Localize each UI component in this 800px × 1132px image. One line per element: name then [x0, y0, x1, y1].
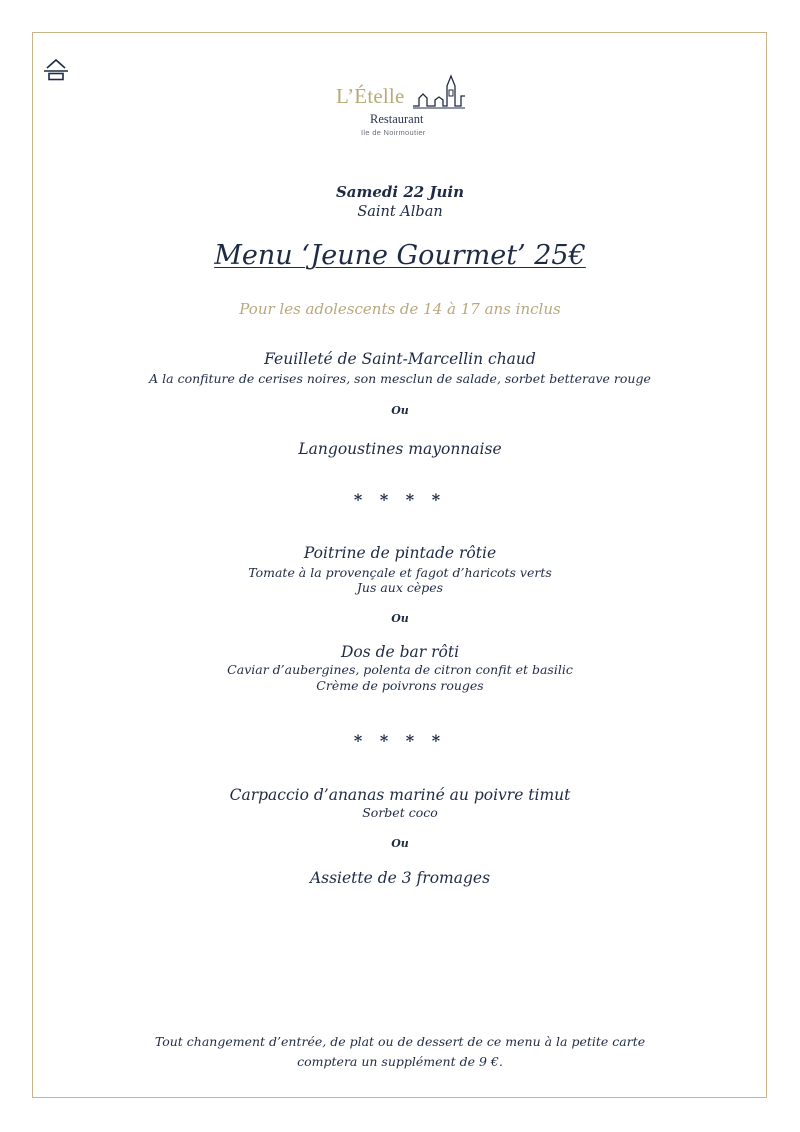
- footer-note-line-2: comptera un supplément de 9 €.: [297, 1054, 503, 1069]
- plat-1-desc-2: Jus aux cèpes: [356, 580, 444, 595]
- separator-2: * * * *: [353, 731, 447, 750]
- house-icon: [43, 57, 69, 81]
- entree-1-desc: A la confiture de cerises noires, son mesclun de salade, sorbet betterave rouge: [149, 371, 651, 386]
- plat-2-desc-2: Crème de poivrons rouges: [316, 678, 484, 693]
- logo-wordmark: L’Ételle: [336, 84, 405, 108]
- restaurant-logo: [330, 62, 490, 152]
- entree-1-name: Feuilleté de Saint-Marcellin chaud: [264, 350, 536, 368]
- dessert-or: Ou: [391, 837, 409, 850]
- dessert-1-name: Carpaccio d’ananas mariné au poivre timut: [229, 786, 571, 804]
- menu-title: Menu ‘Jeune Gourmet’ 25€: [214, 240, 586, 271]
- footer-note-line-1: Tout changement d’entrée, de plat ou de dessert de ce menu à la petite carte: [154, 1034, 646, 1049]
- menu-subtitle: Pour les adolescents de 14 à 17 ans inclus: [239, 300, 561, 318]
- dessert-2-name: Assiette de 3 fromages: [309, 869, 491, 887]
- plat-1-desc-1: Tomate à la provençale et fagot d’haricots verts: [248, 565, 552, 580]
- plat-2-desc-1: Caviar d’aubergines, polenta de citron confit et basilic: [227, 662, 573, 677]
- entree-or: Ou: [391, 404, 409, 417]
- separator-1: * * * *: [353, 490, 447, 509]
- menu-venue: Saint Alban: [357, 204, 443, 220]
- plat-1-name: Poitrine de pintade rôtie: [303, 544, 497, 562]
- church-icon: [413, 72, 465, 110]
- dessert-1-desc: Sorbet coco: [362, 805, 438, 820]
- logo-subtitle: Restaurant: [370, 112, 424, 126]
- entree-2-name: Langoustines mayonnaise: [298, 440, 502, 458]
- plat-2-name: Dos de bar rôti: [340, 643, 460, 661]
- plat-or: Ou: [391, 612, 409, 625]
- logo-place: Ile de Noirmoutier: [361, 128, 426, 137]
- menu-date: Samedi 22 Juin: [335, 183, 465, 201]
